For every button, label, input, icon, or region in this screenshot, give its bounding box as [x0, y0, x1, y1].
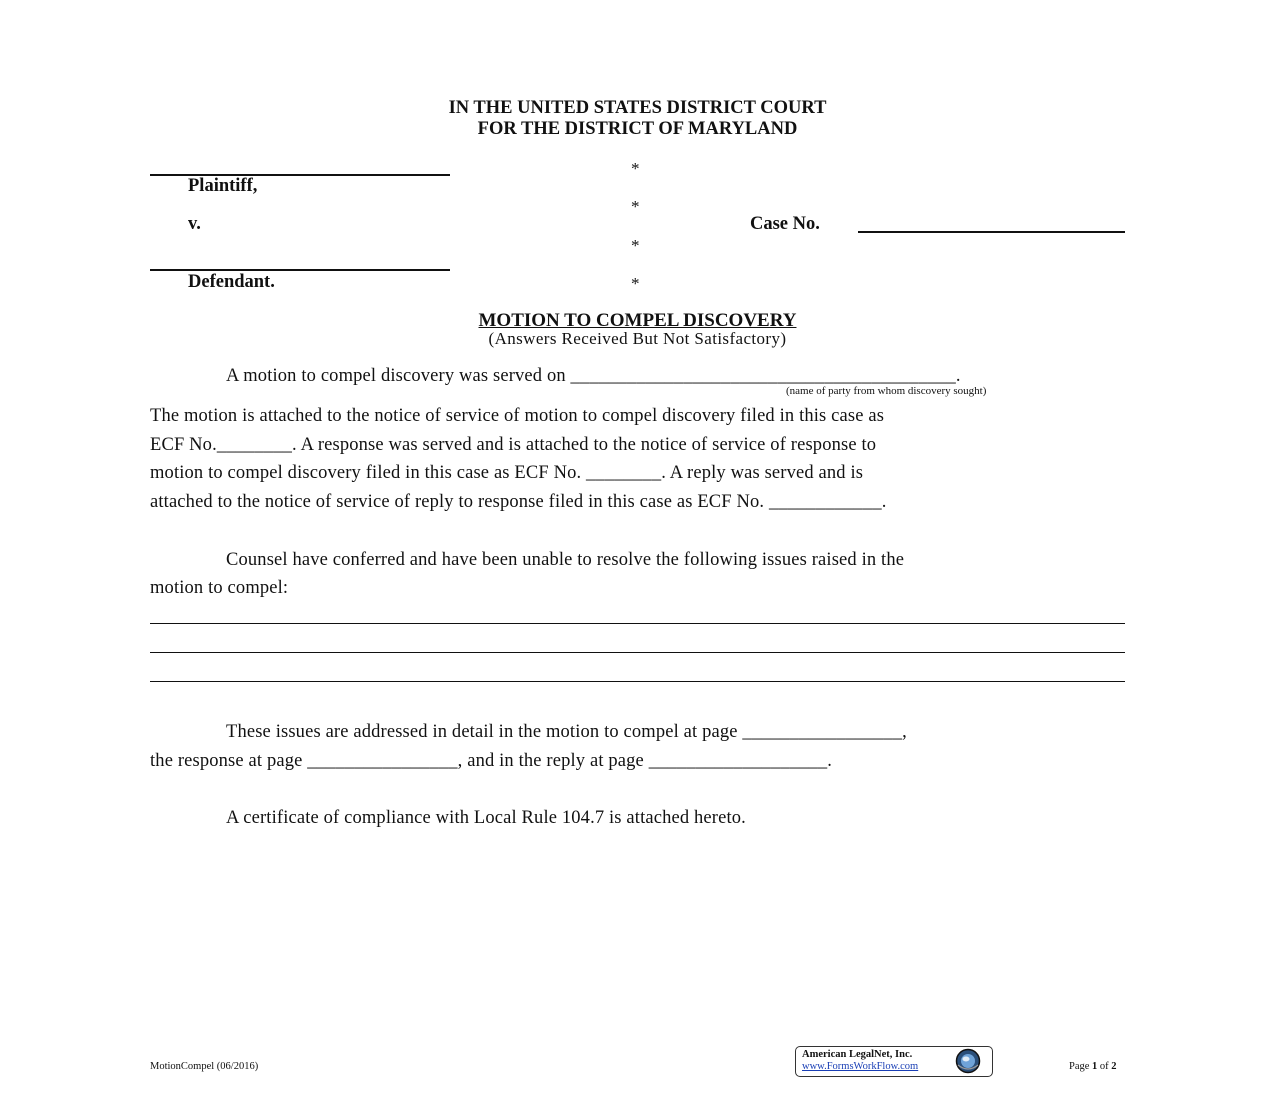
globe-icon	[954, 1048, 982, 1074]
caption-separator-star: *	[631, 236, 640, 255]
court-name-line-1: IN THE UNITED STATES DISTRICT COURT	[448, 98, 827, 118]
paragraph-line: the response at page ________________, and in the reply at page ___________________.	[150, 751, 833, 771]
served-on-sentence: A motion to compel discovery was served on _________________________________________.	[226, 366, 961, 386]
case-number-label: Case No.	[750, 214, 820, 234]
case-number-field[interactable]	[858, 231, 1125, 233]
page-total: 2	[1111, 1061, 1117, 1072]
caption-separator-star: *	[631, 274, 640, 293]
motion-subtitle: (Answers Received But Not Satisfactory)	[488, 329, 787, 348]
paragraph-line: Counsel have conferred and have been unable to resolve the following issues raised in the	[226, 550, 905, 570]
paragraph-line: ECF No.________. A response was served and is attached to the notice of service of response to	[150, 435, 877, 455]
paragraph-line: motion to compel:	[150, 578, 289, 598]
form-identifier: MotionCompel (06/2016)	[150, 1061, 259, 1072]
issues-blank-line[interactable]	[150, 623, 1125, 624]
issues-blank-line[interactable]	[150, 652, 1125, 653]
page-of: of	[1097, 1061, 1112, 1072]
issues-blank-line[interactable]	[150, 681, 1125, 682]
plaintiff-label: Plaintiff,	[188, 176, 258, 196]
versus-label: v.	[188, 214, 201, 234]
page-current: 1	[1092, 1061, 1098, 1072]
paragraph-line: motion to compel discovery filed in this case as ECF No. ________. A reply was served and is	[150, 463, 864, 483]
publisher-name: American LegalNet, Inc.	[802, 1049, 913, 1060]
page-number	[1069, 1061, 1117, 1072]
paragraph-line: These issues are addressed in detail in the motion to compel at page _________________,	[226, 722, 907, 742]
served-on-field-note: (name of party from whom discovery sought)	[786, 385, 987, 397]
page-prefix: Page	[1069, 1061, 1093, 1072]
court-name-line-2: FOR THE DISTRICT OF MARYLAND	[477, 119, 798, 139]
publisher-link[interactable]: www.FormsWorkFlow.com	[802, 1061, 919, 1072]
motion-title: MOTION TO COMPEL DISCOVERY	[478, 310, 797, 331]
defendant-name-line[interactable]	[150, 269, 450, 271]
caption-separator-star: *	[631, 197, 640, 216]
paragraph-line: A certificate of compliance with Local Rule 104.7 is attached hereto.	[226, 808, 746, 828]
caption-separator-star: *	[631, 159, 640, 178]
defendant-label: Defendant.	[188, 272, 275, 292]
paragraph-line: The motion is attached to the notice of service of motion to compel discovery filed in this case as	[150, 406, 885, 426]
paragraph-line: attached to the notice of service of reply to response filed in this case as ECF No. ____________.	[150, 492, 887, 512]
publisher-badge	[795, 1046, 993, 1077]
